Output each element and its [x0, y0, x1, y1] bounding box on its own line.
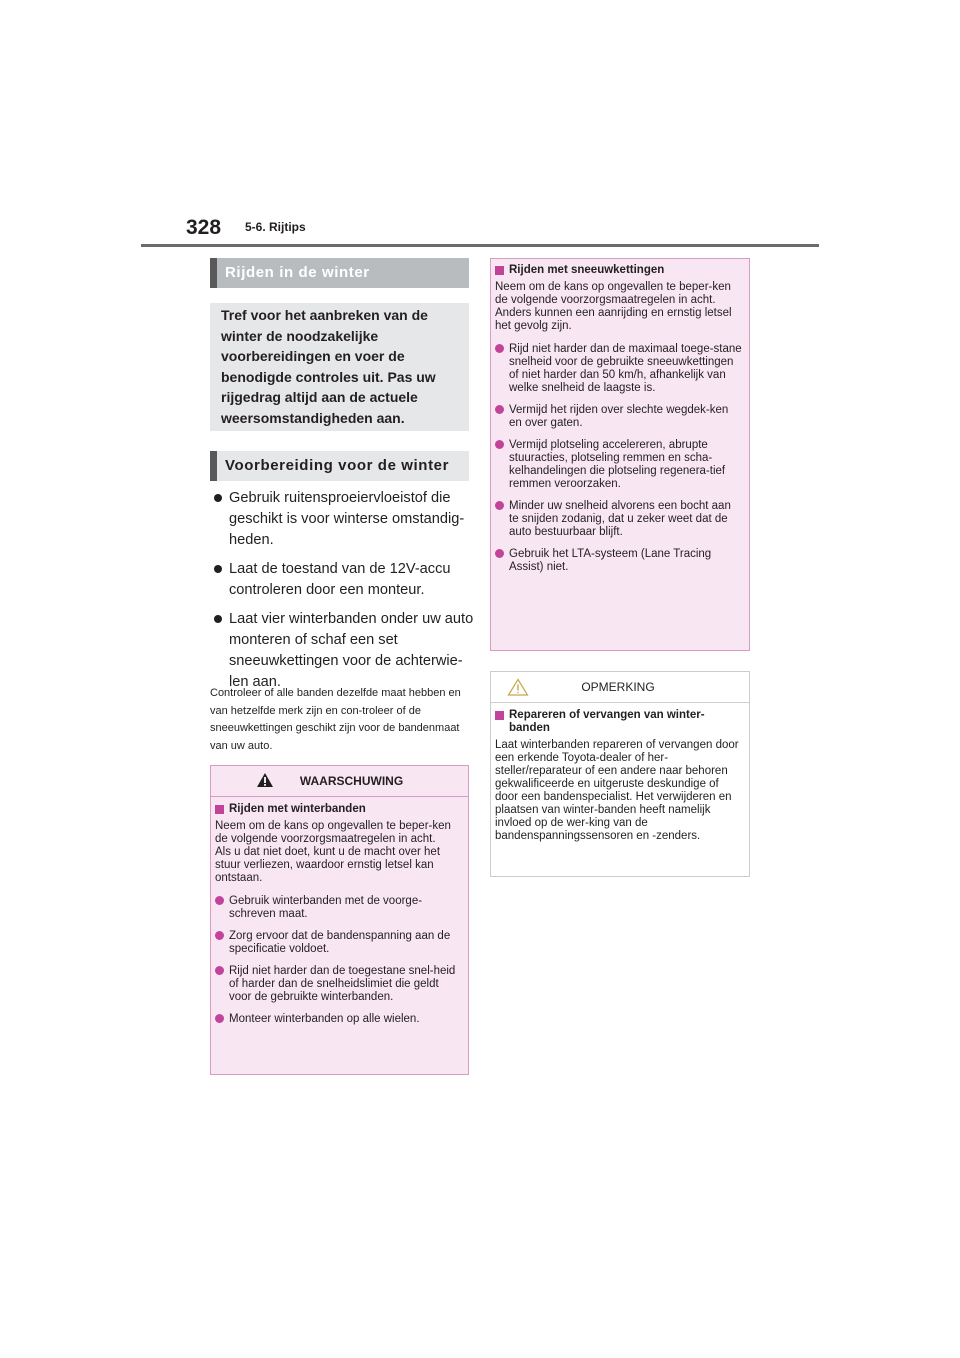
winter-heading: Rijden in de winter	[210, 258, 469, 288]
snow-paragraph	[495, 281, 743, 333]
list-item: Zorg ervoor dat de bandenspanning aan de specificatie voldoet.	[215, 930, 462, 956]
list-item: Gebruik winterbanden met de voorge-schreven maat.	[215, 895, 462, 921]
snow-chains-box	[490, 258, 750, 651]
list-item: Gebruik ruitensproeiervloeistof die geschikt is voor winterse omstandig-heden.	[212, 488, 474, 551]
notice-triangle-icon	[507, 678, 529, 696]
snow-para-1: Neem om de kans op ongevallen te beper-ken de volgende voorzorgsmaatregelen in acht.	[495, 281, 731, 306]
snow-para-2: Anders kunnen een aanrijding en ernstig letsel het gevolg zijn.	[495, 307, 732, 332]
notice-header	[491, 672, 749, 703]
list-item: Gebruik het LTA-systeem (Lane Tracing Assist) niet.	[495, 548, 743, 574]
list-item: Rijd niet harder dan de toegestane snel-heid of harder dan de snelheidslimiet die geldt voor de gebruikte winterbanden.	[215, 965, 462, 1004]
warning-title: WAARSCHUWING	[299, 774, 404, 788]
list-item: Monteer winterbanden op alle wielen.	[215, 1013, 462, 1026]
section-label: 5-6. Rijtips	[245, 220, 306, 234]
warning-header	[211, 766, 468, 797]
warning-para-1: Neem om de kans op ongevallen te beper-ken de volgende voorzorgsmaatregelen in acht.	[215, 820, 451, 845]
warning-paragraph	[215, 820, 462, 885]
notice-title: OPMERKING	[581, 680, 655, 694]
snow-list	[495, 343, 743, 574]
list-item: Laat vier winterbanden onder uw auto monteren of schaf een set sneeuwkettingen voor de achterwie-len aan.	[212, 609, 474, 693]
intro-text: Tref voor het aanbreken van de winter de noodzakelijke voorbereidingen en voer de benodigde controles uit. Pas uw rijgedrag altijd aan de actuele weersomstandigheden aan.	[210, 303, 469, 431]
prep-list	[212, 488, 474, 701]
list-item: Vermijd het rijden over slechte wegdek-ken en over gaten.	[495, 404, 743, 430]
warning-subheading: Rijden met winterbanden	[215, 803, 462, 816]
list-item: Rijd niet harder dan de maximaal toege-stane snelheid voor de gebruikte sneeuwkettingen of niet harder dan 50 km/h, afhankelijk van welke snelheid de laagste is.	[495, 343, 743, 395]
warning-para-2: Als u dat niet doet, kunt u de macht over het stuur verliezen, waardoor ernstig letsel kan ontstaan.	[215, 846, 441, 884]
header-divider	[141, 244, 819, 247]
list-item: Minder uw snelheid alvorens een bocht aan te snijden zodanig, dat u zeker weet dat de auto bestuurbaar blijft.	[495, 500, 743, 539]
snow-subheading: Rijden met sneeuwkettingen	[495, 264, 743, 277]
notice-paragraph: Laat winterbanden repareren of vervangen door een erkende Toyota-dealer of her-steller/reparateur of een andere naar behoren gekwalificeerde en uitgeruste deskundige of door een bandenspecialist. Het verwijderen en plaatsen van winter-banden heeft namelijk invloed op de wer-king van de bandenspanningssensoren en -zenders.	[495, 739, 739, 842]
warning-triangle-icon	[256, 772, 274, 788]
warning-box	[210, 765, 469, 1075]
notice-box	[490, 671, 750, 877]
list-item: Vermijd plotseling accelereren, abrupte stuuracties, plotseling remmen en scha-kelhandelingen die plotseling regenera-tief remmen veroorzaken.	[495, 439, 743, 491]
page-number: 328	[186, 216, 222, 239]
notice-subheading: Repareren of vervangen van winter-banden	[495, 709, 743, 735]
warning-list	[215, 895, 462, 1026]
prep-heading: Voorbereiding voor de winter	[210, 451, 469, 481]
prep-note: Controleer of alle banden dezelfde maat hebben en van hetzelfde merk zijn en con-troleer of de sneeuwkettingen geschikt zijn voor de bandenmaat van uw auto.	[210, 687, 461, 752]
list-item: Laat de toestand van de 12V-accu controleren door een monteur.	[212, 559, 474, 601]
